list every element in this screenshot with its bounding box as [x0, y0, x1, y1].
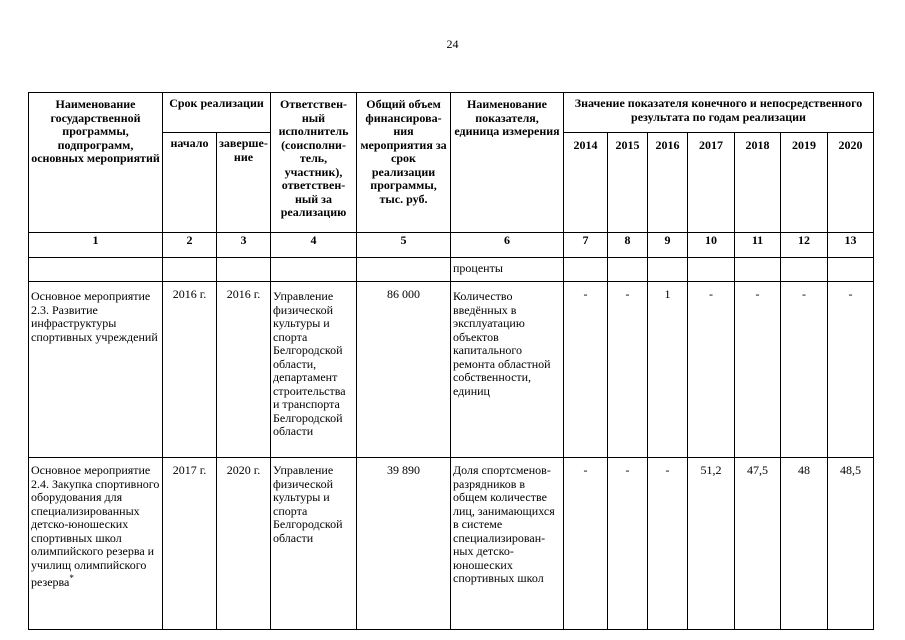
- cell-value: [781, 258, 828, 282]
- cell-value: -: [781, 282, 828, 458]
- header-year: 2020: [828, 133, 874, 233]
- column-number: 8: [608, 233, 648, 258]
- cell-financing: 39 890: [357, 458, 451, 630]
- column-number: 13: [828, 233, 874, 258]
- cell-value: -: [688, 282, 735, 458]
- cell-value: -: [828, 282, 874, 458]
- cell-executor: Управление физической культуры и спорта Белгородской области, департамент строительства и транспорта Белгородской области: [271, 282, 357, 458]
- cell-indicator: проценты: [451, 258, 564, 282]
- cell-financing: 86 000: [357, 282, 451, 458]
- cell-program-name: Основное мероприятие 2.3. Развитие инфраструктуры спортивных учреждений: [29, 282, 163, 458]
- cell-value: [688, 258, 735, 282]
- footnote-mark: *: [69, 573, 74, 583]
- cell-value: 48,5: [828, 458, 874, 630]
- column-number: 4: [271, 233, 357, 258]
- cell-financing: [357, 258, 451, 282]
- cell-start: 2016 г.: [163, 282, 217, 458]
- header-year: 2015: [608, 133, 648, 233]
- cell-indicator: Количество введённых в эксплуатацию объектов капитального ремонта областной собственности, единиц: [451, 282, 564, 458]
- header-start: начало: [163, 133, 217, 233]
- column-number: 5: [357, 233, 451, 258]
- header-year: 2014: [564, 133, 608, 233]
- header-year: 2018: [735, 133, 781, 233]
- header-values: Значение показателя конечного и непосредственного результата по годам реализации: [564, 93, 874, 133]
- header-year: 2017: [688, 133, 735, 233]
- cell-program-name: [29, 258, 163, 282]
- cell-value: 1: [648, 282, 688, 458]
- cell-value: -: [564, 282, 608, 458]
- column-number: 1: [29, 233, 163, 258]
- column-number: 9: [648, 233, 688, 258]
- column-number: 2: [163, 233, 217, 258]
- column-number: 3: [217, 233, 271, 258]
- cell-program-name: [29, 458, 163, 630]
- cell-value: -: [608, 458, 648, 630]
- cell-value: -: [648, 458, 688, 630]
- table-row: [29, 258, 874, 282]
- header-year: 2019: [781, 133, 828, 233]
- column-number-row: [29, 233, 874, 258]
- cell-end: [217, 258, 271, 282]
- cell-start: 2017 г.: [163, 458, 217, 630]
- program-name-text: Основное мероприятие 2.4. Закупка спортивного оборудования для специализированных детско-юношеских спортивных школ олимпийского резерва и училищ олимпийского резерва: [31, 463, 160, 589]
- header-program-name: Наименование государственной программы, подпрограмм, основных мероприятий: [29, 93, 163, 233]
- table-row: [29, 458, 874, 630]
- column-number: 6: [451, 233, 564, 258]
- cell-value: -: [735, 282, 781, 458]
- page-number: 24: [446, 37, 459, 51]
- cell-value: 48: [781, 458, 828, 630]
- program-table: [28, 92, 874, 630]
- cell-executor: [271, 258, 357, 282]
- cell-value: 51,2: [688, 458, 735, 630]
- cell-value: -: [608, 282, 648, 458]
- cell-end: 2016 г.: [217, 282, 271, 458]
- cell-value: [564, 258, 608, 282]
- header-financing: Общий объем финансирова-ния мероприятия за срок реализации программы, тыс. руб.: [357, 93, 451, 233]
- column-number: 11: [735, 233, 781, 258]
- column-number: 10: [688, 233, 735, 258]
- cell-executor: Управление физической культуры и спорта Белгородской области: [271, 458, 357, 630]
- header-indicator: Наименование показателя, единица измерения: [451, 93, 564, 233]
- cell-indicator: Доля спортсменов-разрядников в общем количестве лиц, занимающихся в системе специализирован-ных детско-юношеских спортивных школ: [451, 458, 564, 630]
- column-number: 7: [564, 233, 608, 258]
- table-row: [29, 282, 874, 458]
- cell-value: [828, 258, 874, 282]
- cell-value: [608, 258, 648, 282]
- header-year: 2016: [648, 133, 688, 233]
- cell-start: [163, 258, 217, 282]
- header-end: заверше-ние: [217, 133, 271, 233]
- header-executor: Ответствен-ный исполнитель (соисполни-тель, участник), ответствен-ный за реализацию: [271, 93, 357, 233]
- cell-value: -: [564, 458, 608, 630]
- header-period: Срок реализации: [163, 93, 271, 133]
- column-number: 12: [781, 233, 828, 258]
- cell-value: [648, 258, 688, 282]
- cell-value: 47,5: [735, 458, 781, 630]
- cell-value: [735, 258, 781, 282]
- cell-end: 2020 г.: [217, 458, 271, 630]
